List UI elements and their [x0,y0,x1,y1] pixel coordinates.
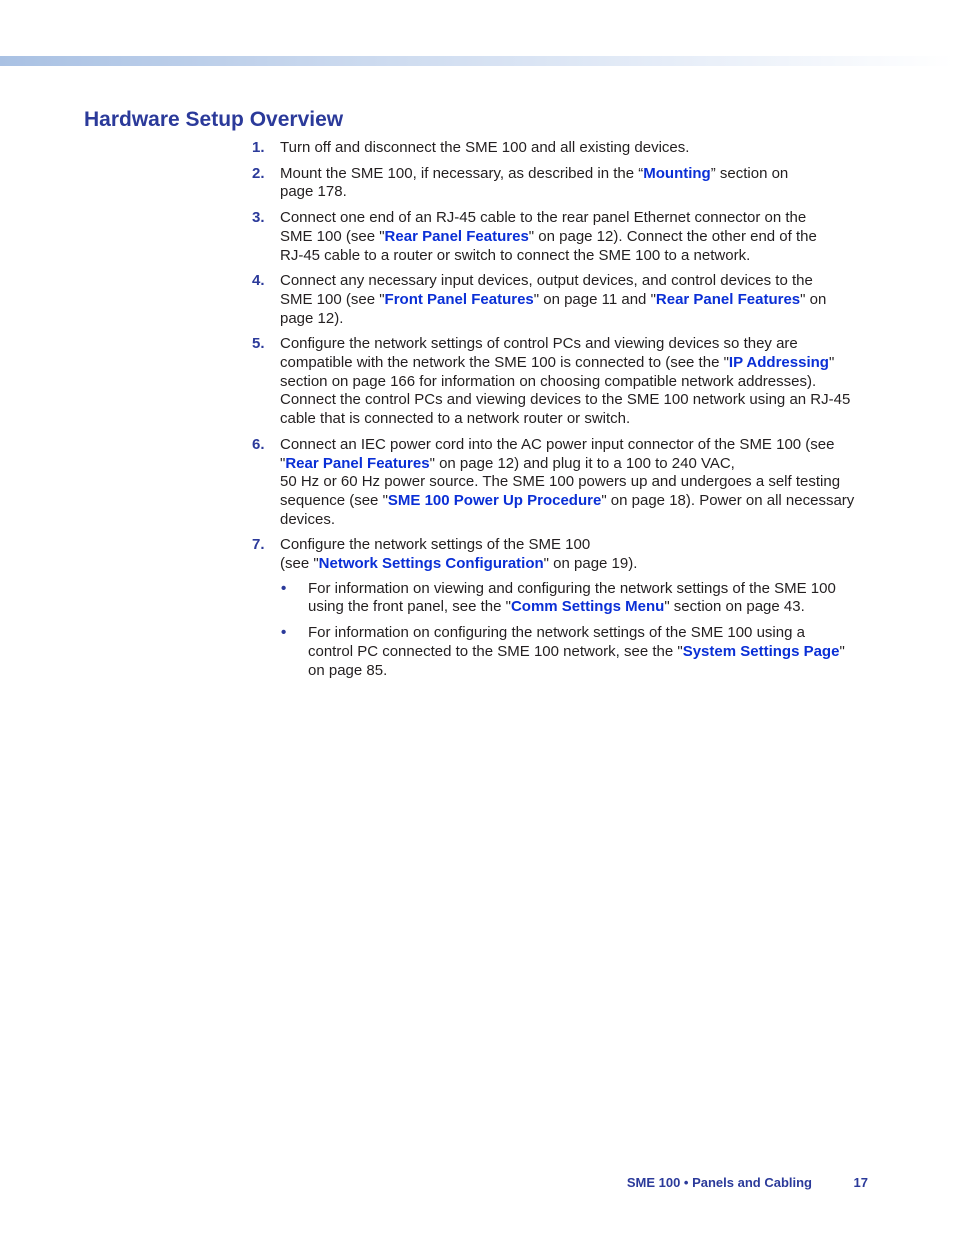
step-number: 1. [252,139,265,156]
step-4 [252,272,872,328]
step-text: " on [800,290,827,308]
rear-panel-features-link[interactable]: Rear Panel Features [655,290,801,308]
step-text: RJ-45 cable to a router or switch to connect the SME 100 to a network. [280,246,751,264]
step-text: " [280,454,286,472]
step-text: Connect any necessary input devices, output devices, and control devices to the [280,272,813,290]
step-text: " on page 11 and " [533,290,656,308]
step-3 [252,209,872,265]
step-text: (see " [280,555,319,573]
step-text: " on page 19). [543,555,638,573]
step-number: 4. [252,272,265,290]
footer-title: SME 100 • Panels and Cabling [626,1175,812,1190]
step-text: compatible with the network the SME 100 is connected to (see the " [280,354,729,372]
network-settings-configuration-link[interactable]: Network Settings Configuration [318,555,544,573]
step-number: 2. [252,164,265,182]
step-text: " on page 12). Connect the other end of the [528,227,817,245]
step-text: devices. [280,510,336,528]
step-5 [252,335,872,429]
step-text: Connect an IEC power cord into the AC power input connector of the SME 100 (see [280,435,835,453]
page-title: Hardware Setup Overview [84,108,344,131]
step-text: page 12). [280,309,344,327]
step-text: 50 Hz or 60 Hz power source. The SME 100 powers up and undergoes a self testing [280,473,841,491]
step-number: 7. [252,536,265,554]
power-up-procedure-link[interactable]: SME 100 Power Up Procedure [387,491,602,509]
step-2 [252,165,872,202]
page-number: 17 [853,1175,868,1190]
bullet-text: For information on viewing and configuring the network settings of the SME 100 [308,579,836,597]
step-1 [252,139,872,158]
bullet-text: control PC connected to the SME 100 network, see the " [308,642,683,660]
step-6 [252,436,872,530]
bullet-icon: • [281,624,287,642]
step-text: SME 100 (see " [280,227,385,245]
step-text: " on page 18). Power on all necessary [601,491,855,509]
step-text: sequence (see " [280,491,388,509]
mounting-link[interactable]: Mounting [643,164,711,182]
step-7-bullets [280,580,872,681]
page-footer [0,1175,954,1193]
bullet-text: " [839,642,845,660]
bullet-text: on page 85. [308,661,388,679]
step-text: " [828,354,835,372]
rear-panel-features-link[interactable]: Rear Panel Features [285,454,430,472]
step-number: 5. [252,335,265,353]
step-7 [252,536,872,680]
bullet-icon: • [281,579,287,597]
ip-addressing-link[interactable]: IP Addressing [728,354,829,372]
comm-settings-menu-link[interactable]: Comm Settings Menu [510,598,665,616]
step-text: cable that is connected to a network router or switch. [280,410,631,428]
front-panel-features-link[interactable]: Front Panel Features [384,290,534,308]
bullet-item [280,580,872,617]
step-number: 6. [252,435,265,453]
header-gradient-bar [0,56,954,66]
bullet-text: For information on configuring the network settings of the SME 100 using a [308,624,805,642]
system-settings-page-link[interactable]: System Settings Page [682,642,840,660]
bullet-item [280,624,872,680]
bullet-text: " section on page 43. [664,598,805,616]
step-text: Connect the control PCs and viewing devices to the SME 100 network using an RJ-45 [280,391,851,409]
bullet-text: using the front panel, see the " [308,598,511,616]
step-number: 3. [252,209,265,227]
step-text: Configure the network settings of control PCs and viewing devices so they are [280,335,798,353]
step-text: Configure the network settings of the SME 100 [280,536,591,554]
rear-panel-features-link[interactable]: Rear Panel Features [384,227,529,245]
setup-steps [252,139,872,687]
step-text: Connect one end of an RJ-45 cable to the rear panel Ethernet connector on the [280,209,807,227]
step-text: " on page 12) and plug it to a 100 to 240 VAC, [429,454,735,472]
step-text: SME 100 (see " [280,290,385,308]
step-text: Mount the SME 100, if necessary, as described in the “ [280,164,644,182]
step-text: section on page 166 for information on choosing compatible network addresses). [280,372,817,390]
step-text: ” section on [710,164,789,182]
step-text: Turn off and disconnect the SME 100 and all existing devices. [280,139,690,156]
step-text: page 178. [280,183,347,201]
